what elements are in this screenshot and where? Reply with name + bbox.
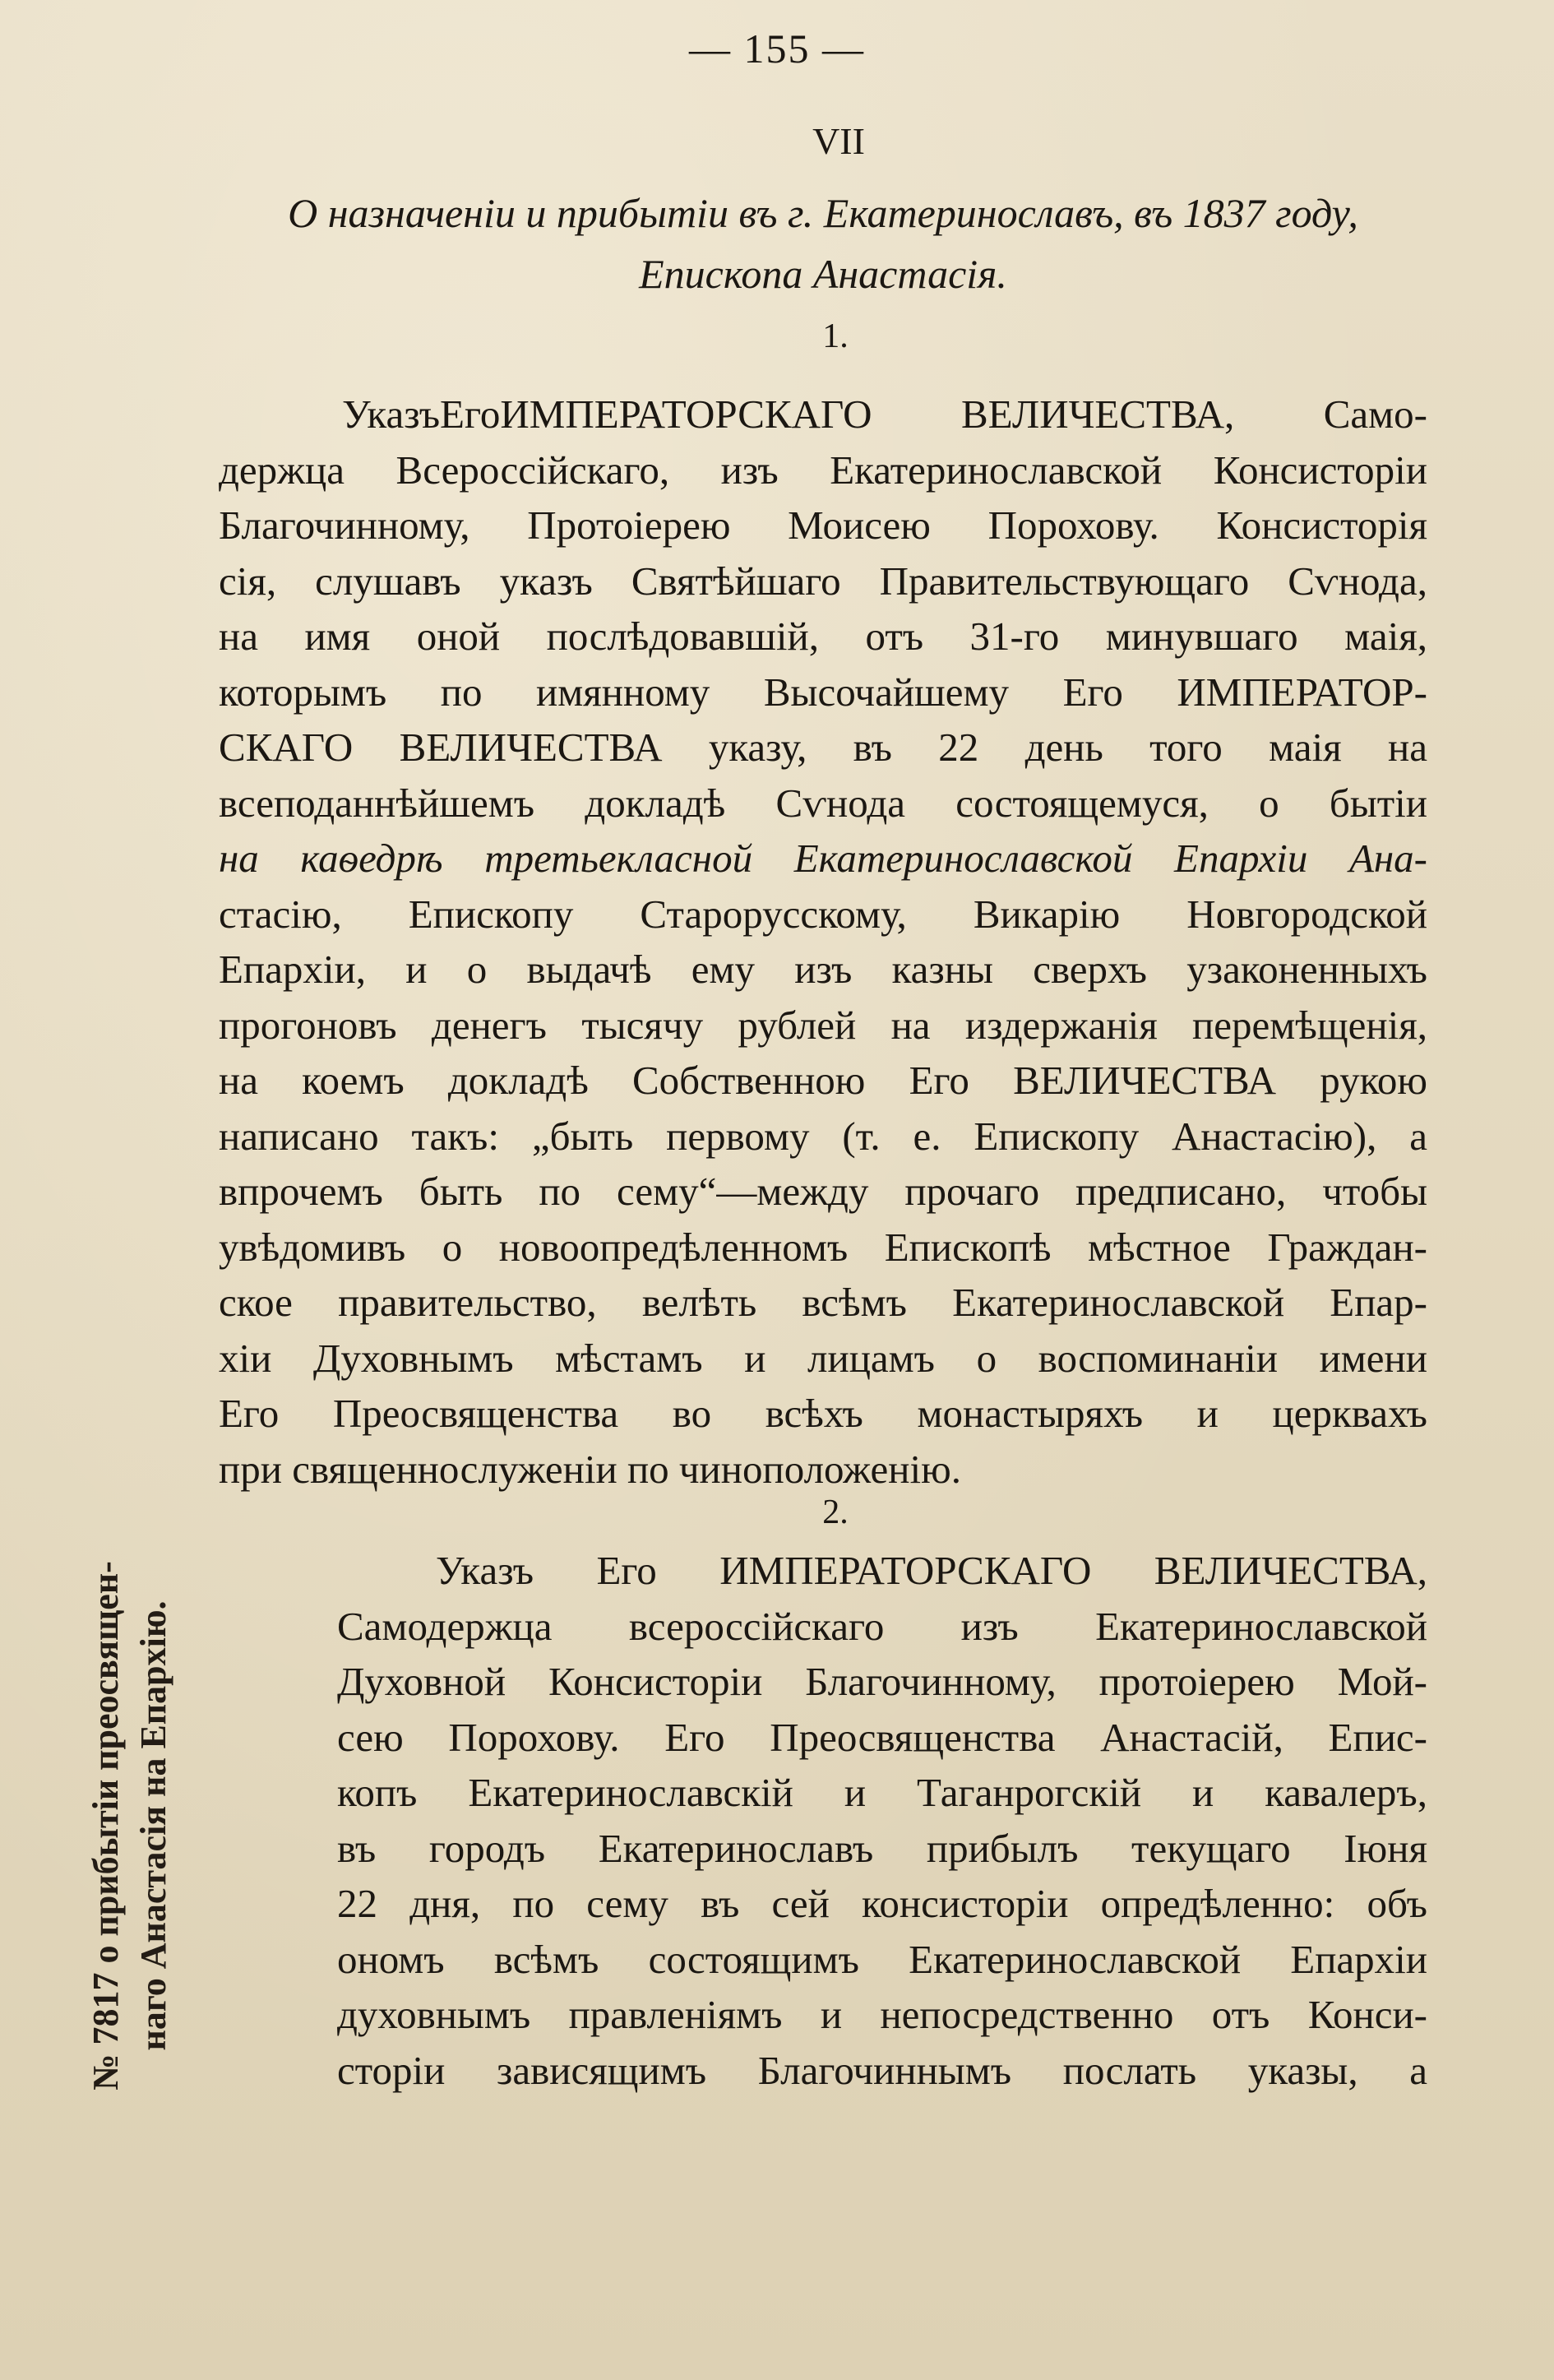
text-line: копъ Екатеринославскій и Таганрогскій и кавалеръ, <box>337 1770 1427 1815</box>
text-line: прогоновъ денегъ тысячу рублей на издержанія перемѣщенія, <box>219 1002 1427 1048</box>
document-number-2: 2. <box>822 1493 849 1531</box>
document-number-1: 1. <box>822 317 849 355</box>
margin-note-line-2: наго Анастасія на Епархію. <box>133 1600 173 2051</box>
text-line: которымъ по имянному Высочайшему Его ИМПЕРАТОР- <box>219 669 1427 715</box>
text-line: сторіи зависящимъ Благочиннымъ послать указы, а <box>337 2047 1427 2093</box>
text-line: на имя оной послѣдовавшій, отъ 31-го минувшаго маія, <box>219 614 1427 659</box>
text-line: стасію, Епископу Старорусскому, Викарію Новгородской <box>219 891 1427 937</box>
text-line: на коемъ докладѣ Собственною Его ВЕЛИЧЕСТВА рукою <box>219 1058 1427 1103</box>
text-line: хіи Духовнымъ мѣстамъ и лицамъ о воспоминаніи имени <box>219 1335 1427 1381</box>
text-line: Благочинному, Протоіерею Моисею Порохову. Консисторія <box>219 502 1427 548</box>
text-line-italic: на каѳедрѣ третьекласной Екатеринославской Епархіи Ана- <box>219 836 1427 881</box>
text-line: ономъ всѣмъ состоящимъ Екатеринославской Епархіи <box>337 1936 1427 1982</box>
text-line: Его Преосвященства во всѣхъ монастыряхъ и церквахъ <box>219 1391 1427 1436</box>
page-number: — 155 — <box>689 25 865 72</box>
margin-note-line-1: № 7817 о прибытіи преосвящен- <box>86 1561 126 2091</box>
text-line: духовнымъ правленіямъ и непосредственно отъ Конси- <box>337 1992 1427 2037</box>
text-line: сія, слушавъ указъ Святѣйшаго Правительствующаго Сѵнода, <box>219 558 1427 604</box>
margin-note <box>82 1538 178 2114</box>
text-line: ское правительство, велѣть всѣмъ Екатеринославской Епар- <box>219 1280 1427 1325</box>
document-1-text <box>219 387 1427 1497</box>
text-line: увѣдомивъ о новоопредѣленномъ Епископѣ мѣстное Граждан- <box>219 1224 1427 1270</box>
text-line: Указъ Его ИМПЕРАТОРСКАГО ВЕЛИЧЕСТВА, <box>436 1548 1427 1593</box>
section-number: VII <box>812 120 865 162</box>
text-line: держца Всероссійскаго, изъ Екатеринославской Консисторіи <box>219 447 1427 493</box>
text-line: СКАГО ВЕЛИЧЕСТВА указу, въ 22 день того маія на <box>219 725 1427 770</box>
text-line: УказъЕгоИМПЕРАТОРСКАГО ВЕЛИЧЕСТВА, Само- <box>342 391 1427 437</box>
text-line: всеподаннѣйшемъ докладѣ Сѵнода состоящемуся, о бытіи <box>219 780 1427 826</box>
text-line: Самодержца всероссійскаго изъ Екатеринославской <box>337 1603 1427 1649</box>
section-title <box>219 183 1427 304</box>
text-line: 22 дня, по сему въ сей консисторіи опредѣленно: объ <box>337 1881 1427 1926</box>
text-line: въ городъ Екатеринославъ прибылъ текущаго Іюня <box>337 1825 1427 1871</box>
text-line: при священнослуженіи по чиноположенію. <box>219 1446 961 1492</box>
text-line: впрочемъ быть по сему“—между прочаго предписано, чтобы <box>219 1169 1427 1214</box>
text-line: Духовной Консисторіи Благочинному, протоіерею Мой- <box>337 1659 1427 1704</box>
text-line: написано такъ: „быть первому (т. е. Епископу Анастасію), а <box>219 1113 1427 1159</box>
document-2-text <box>337 1543 1427 2098</box>
section-title-line-2: Епископа Анастасія. <box>639 251 1007 297</box>
text-line: сею Порохову. Его Преосвященства Анастасій, Епис- <box>337 1714 1427 1760</box>
text-line: Епархіи, и о выдачѣ ему изъ казны сверхъ узаконенныхъ <box>219 947 1427 992</box>
section-title-line-1: О назначеніи и прибытіи въ г. Екатеринославъ, въ 1837 году, <box>288 190 1358 236</box>
